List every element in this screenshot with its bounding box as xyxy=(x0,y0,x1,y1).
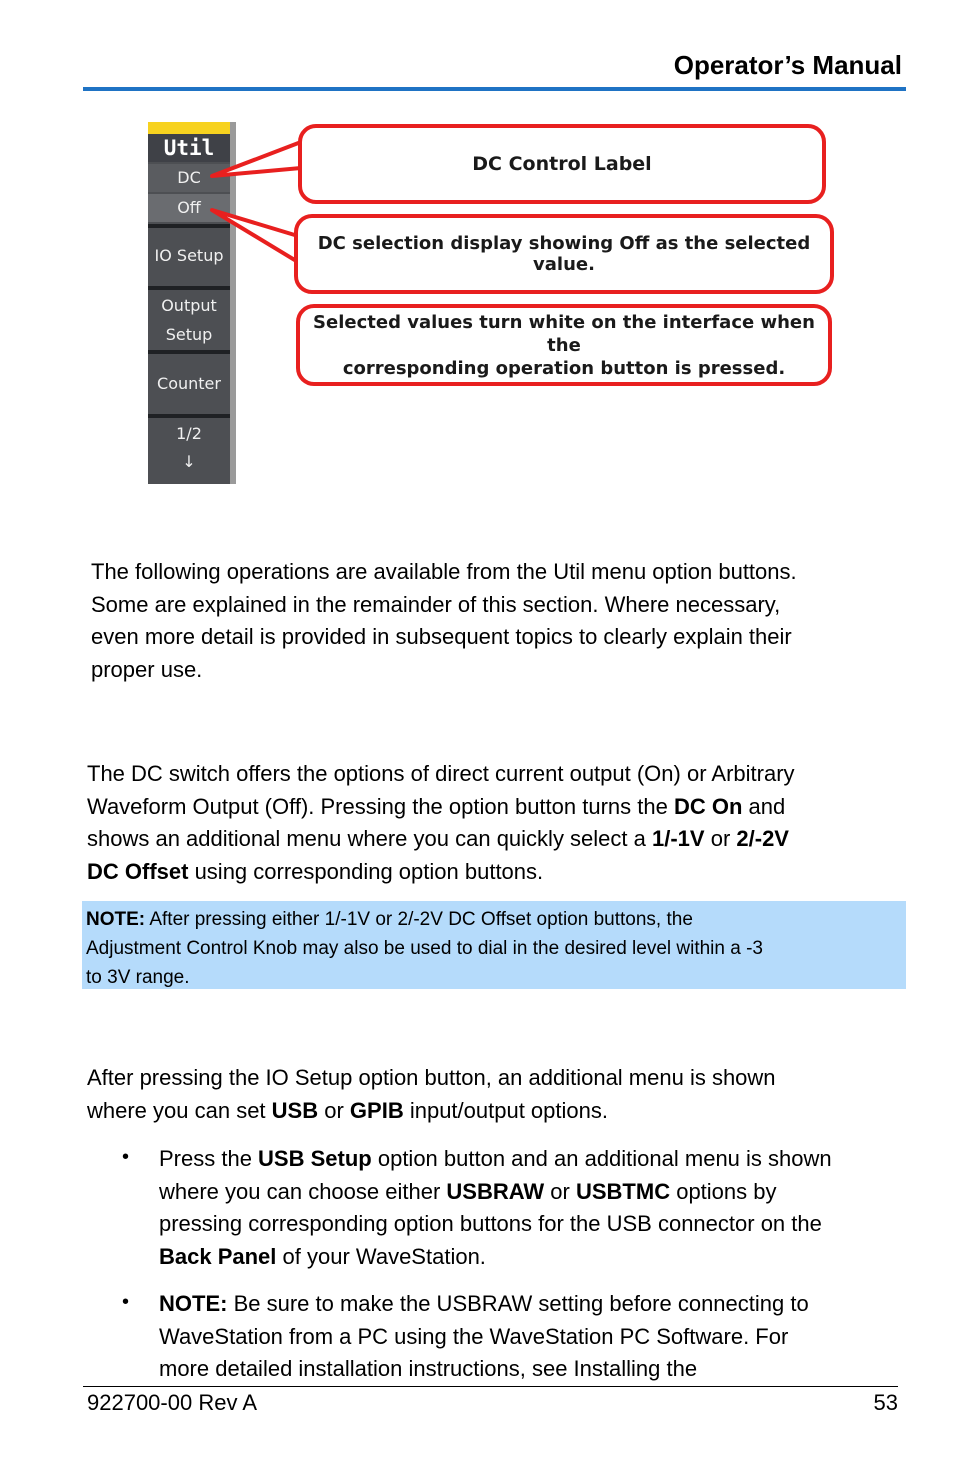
util-operations-paragraph xyxy=(91,556,797,686)
header-title: Operator’s Manual xyxy=(673,50,902,80)
io-setup-paragraph xyxy=(87,1062,776,1127)
util-dc-off-value: Off xyxy=(148,194,230,222)
text-line: After pressing the IO Setup option button, an additional menu is shown xyxy=(87,1065,776,1090)
text-line: The DC switch offers the options of direct current output (On) or Arbitrary xyxy=(87,761,795,786)
callout-dc-selection-text: DC selection display showing Off as the selected value. xyxy=(317,233,811,275)
text-line: proper use. xyxy=(91,656,203,682)
text-line xyxy=(87,856,795,889)
text-bold: Back Panel xyxy=(159,1243,277,1269)
text-line: The following operations are available from the Util menu option buttons. xyxy=(91,559,797,584)
text-line xyxy=(86,905,902,934)
text-bold: 2/-2V xyxy=(736,826,789,851)
text-line xyxy=(159,1241,904,1274)
text-bold: 1/-1V xyxy=(652,826,705,851)
text-bold: NOTE: xyxy=(159,1291,228,1316)
dc-switch-paragraph xyxy=(87,758,795,888)
text-line xyxy=(159,1176,904,1209)
bullet-icon: • xyxy=(122,1146,130,1168)
text-bold: DC On xyxy=(673,793,743,819)
text-run: and xyxy=(742,793,786,819)
footer-doc-number: 922700-00 Rev A xyxy=(87,1390,258,1415)
callout-pointer-dc-selection xyxy=(212,210,298,262)
util-page-indicator: 1/2 xyxy=(176,424,202,443)
text-run: Be sure to make the USBRAW setting before connecting to xyxy=(227,1291,809,1316)
text-line: WaveStation from a PC using the WaveStation PC Software. For xyxy=(159,1323,789,1349)
text-line: pressing corresponding option buttons for the USB connector on the xyxy=(159,1211,822,1236)
footer-rule xyxy=(83,1386,898,1387)
text-run: or xyxy=(544,1178,576,1204)
note-box xyxy=(82,901,906,989)
text-bold: GPIB xyxy=(349,1097,404,1123)
callout-selected-values xyxy=(296,304,832,386)
callout-pointer-dc-label xyxy=(212,142,301,176)
text-line: Adjustment Control Knob may also be used to dial in the desired level within a -3 xyxy=(86,938,763,959)
util-menu-title: Util xyxy=(148,134,230,162)
text-run: using corresponding option buttons. xyxy=(188,858,544,884)
text-line: more detailed installation instructions, see Installing the xyxy=(159,1356,698,1381)
text-run: option button and an additional menu is shown xyxy=(371,1146,832,1171)
text-line xyxy=(87,1095,776,1128)
usb-setup-bullet xyxy=(159,1143,904,1273)
usbraw-note-bullet xyxy=(159,1288,904,1386)
util-dc-label: DC xyxy=(148,164,230,192)
text-line xyxy=(159,1288,904,1321)
bullet-icon: • xyxy=(122,1291,130,1313)
text-run: After pressing either 1/-1V or 2/-2V DC Offset option buttons, the xyxy=(145,909,693,930)
text-bold: USB xyxy=(271,1097,319,1123)
text-bold: DC Offset xyxy=(87,858,189,884)
callout-dc-control-label-text: DC Control Label xyxy=(472,153,652,175)
text-run: Waveform Output (Off). Pressing the option button turns the xyxy=(87,793,674,819)
text-line: even more detail is provided in subsequent topics to clearly explain their xyxy=(91,624,792,649)
text-run: where you can choose either xyxy=(159,1178,447,1204)
text-run: of your WaveStation. xyxy=(276,1243,486,1269)
text-run: or xyxy=(318,1097,350,1123)
text-run: or xyxy=(704,826,737,851)
text-line: Some are explained in the remainder of this section. Where necessary, xyxy=(91,591,781,617)
down-arrow-icon: ↓ xyxy=(182,452,196,471)
text-run: options by xyxy=(670,1178,777,1204)
text-run: input/output options. xyxy=(403,1097,608,1123)
text-run: where you can set xyxy=(87,1097,272,1123)
callout-selected-line1: Selected values turn white on the interface when the xyxy=(313,311,815,356)
text-bold: USB Setup xyxy=(258,1146,372,1171)
util-io-setup-button: IO Setup xyxy=(154,246,224,265)
callout-dc-selection xyxy=(294,214,834,294)
text-run: shows an additional menu where you can quickly select a xyxy=(87,826,652,851)
util-output-label: Output xyxy=(161,296,217,315)
text-line: to 3V range. xyxy=(86,967,190,988)
util-counter-button: Counter xyxy=(157,374,221,393)
text-line xyxy=(159,1143,904,1176)
text-line xyxy=(87,791,795,824)
callout-selected-line2: corresponding operation button is pressed. xyxy=(342,357,786,379)
footer-page-number: 53 xyxy=(873,1390,898,1415)
util-setup-label: Setup xyxy=(165,325,213,344)
note-label: NOTE: xyxy=(86,909,146,930)
text-run: Press the xyxy=(159,1146,259,1171)
text-bold: USBRAW xyxy=(446,1178,545,1204)
text-bold: USBTMC xyxy=(575,1178,671,1204)
callout-dc-control-label xyxy=(298,124,826,204)
text-line xyxy=(87,823,795,856)
